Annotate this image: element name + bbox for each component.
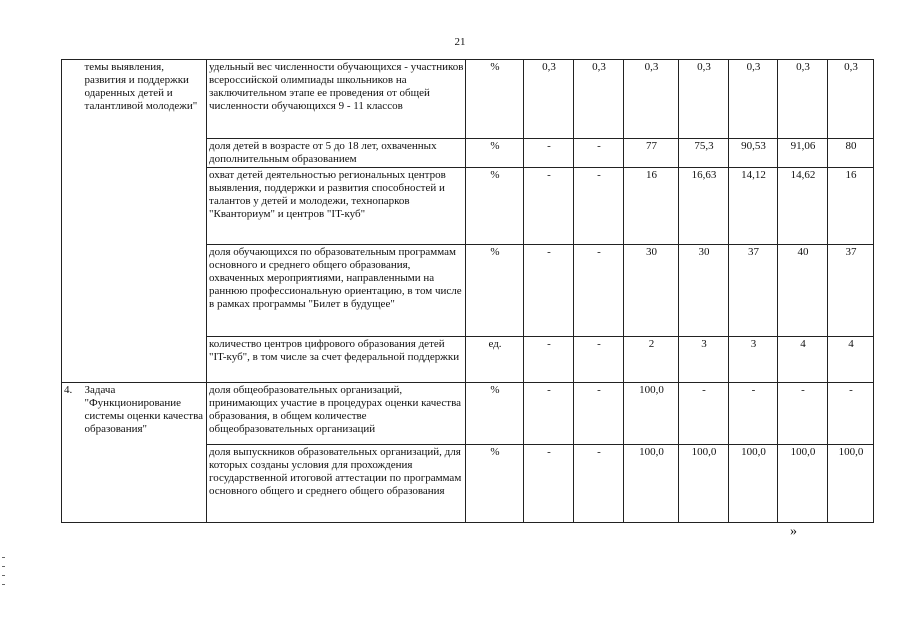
value-cell: - (524, 337, 574, 383)
unit-cell: % (466, 383, 524, 445)
value-cell: 37 (729, 245, 778, 337)
value-cell: 75,3 (679, 139, 729, 168)
value-cell: 16 (828, 168, 874, 245)
value-cell: 3 (679, 337, 729, 383)
value-cell: 100,0 (679, 445, 729, 523)
value-cell: 4 (778, 337, 828, 383)
value-cell: 80 (828, 139, 874, 168)
value-cell: - (679, 383, 729, 445)
value-cell: 0,3 (524, 60, 574, 139)
indicator-cell: доля общеобразовательных организаций, принимающих участие в процедурах оценки качества образования, в общем количестве общеобразовательных организаций (207, 383, 466, 445)
value-cell: - (574, 383, 624, 445)
value-cell: 16,63 (679, 168, 729, 245)
value-cell: - (729, 383, 778, 445)
task-cell: темы выявления, развития и поддержки одаренных детей и талантливой молодежи" (83, 60, 207, 383)
unit-cell: ед. (466, 337, 524, 383)
indicator-cell: количество центров цифрового образования детей "IT-куб", в том числе за счет федеральной поддержки (207, 337, 466, 383)
value-cell: 14,62 (778, 168, 828, 245)
value-cell: 0,3 (679, 60, 729, 139)
continuation-mark: » (790, 524, 797, 539)
value-cell: 4 (828, 337, 874, 383)
value-cell: 0,3 (574, 60, 624, 139)
value-cell: - (574, 168, 624, 245)
value-cell: 3 (729, 337, 778, 383)
value-cell: - (524, 168, 574, 245)
value-cell: 0,3 (778, 60, 828, 139)
value-cell: 100,0 (624, 445, 679, 523)
indicator-cell: удельный вес численности обучающихся - участников всероссийской олимпиады школьников на заключительном этапе ее проведения от общей численности обучающихся 9 - 11 классов (207, 60, 466, 139)
indicator-cell: доля детей в возрасте от 5 до 18 лет, охваченных дополнительным образованием (207, 139, 466, 168)
value-cell: 100,0 (729, 445, 778, 523)
value-cell: - (524, 383, 574, 445)
scan-edge-mark (2, 575, 5, 576)
table-row (62, 383, 874, 445)
value-cell: 0,3 (828, 60, 874, 139)
unit-cell: % (466, 168, 524, 245)
indicator-cell: охват детей деятельностью региональных центров выявления, поддержки и развития способностей и талантов у детей и молодежи, технопарков "Кванториум" и центров "IT-куб" (207, 168, 466, 245)
page-number: 21 (454, 36, 466, 48)
row-number-cell (62, 60, 83, 383)
value-cell: 16 (624, 168, 679, 245)
unit-cell: % (466, 445, 524, 523)
value-cell: 30 (624, 245, 679, 337)
value-cell: 0,3 (729, 60, 778, 139)
scan-edge-mark (2, 584, 5, 585)
value-cell: - (574, 445, 624, 523)
value-cell: - (524, 445, 574, 523)
value-cell: 14,12 (729, 168, 778, 245)
value-cell: - (574, 337, 624, 383)
value-cell: 100,0 (624, 383, 679, 445)
value-cell: - (524, 245, 574, 337)
value-cell: 100,0 (828, 445, 874, 523)
value-cell: 37 (828, 245, 874, 337)
value-cell: - (524, 139, 574, 168)
value-cell: 91,06 (778, 139, 828, 168)
row-number-cell: 4. (62, 383, 83, 523)
value-cell: 40 (778, 245, 828, 337)
value-cell: 30 (679, 245, 729, 337)
scan-edge-mark (2, 566, 5, 567)
indicator-cell: доля выпускников образовательных организаций, для которых созданы условия для прохождения государственной итоговой аттестации по программам основного общего и среднего общего образования (207, 445, 466, 523)
value-cell: 77 (624, 139, 679, 168)
unit-cell: % (466, 139, 524, 168)
unit-cell: % (466, 245, 524, 337)
indicators-table (61, 59, 874, 523)
task-cell: Задача "Функционирование системы оценки качества образования" (83, 383, 207, 523)
value-cell: - (574, 139, 624, 168)
value-cell: 2 (624, 337, 679, 383)
table-row (62, 60, 874, 139)
value-cell: - (778, 383, 828, 445)
value-cell: 90,53 (729, 139, 778, 168)
scan-edge-mark (2, 557, 5, 558)
value-cell: 0,3 (624, 60, 679, 139)
indicator-cell: доля обучающихся по образовательным программам основного и среднего общего образования, охваченных мероприятиями, направленными на раннюю профессиональную ориентацию, в том числе в рамках программы "Билет в будущее" (207, 245, 466, 337)
value-cell: - (828, 383, 874, 445)
value-cell: - (574, 245, 624, 337)
unit-cell: % (466, 60, 524, 139)
value-cell: 100,0 (778, 445, 828, 523)
